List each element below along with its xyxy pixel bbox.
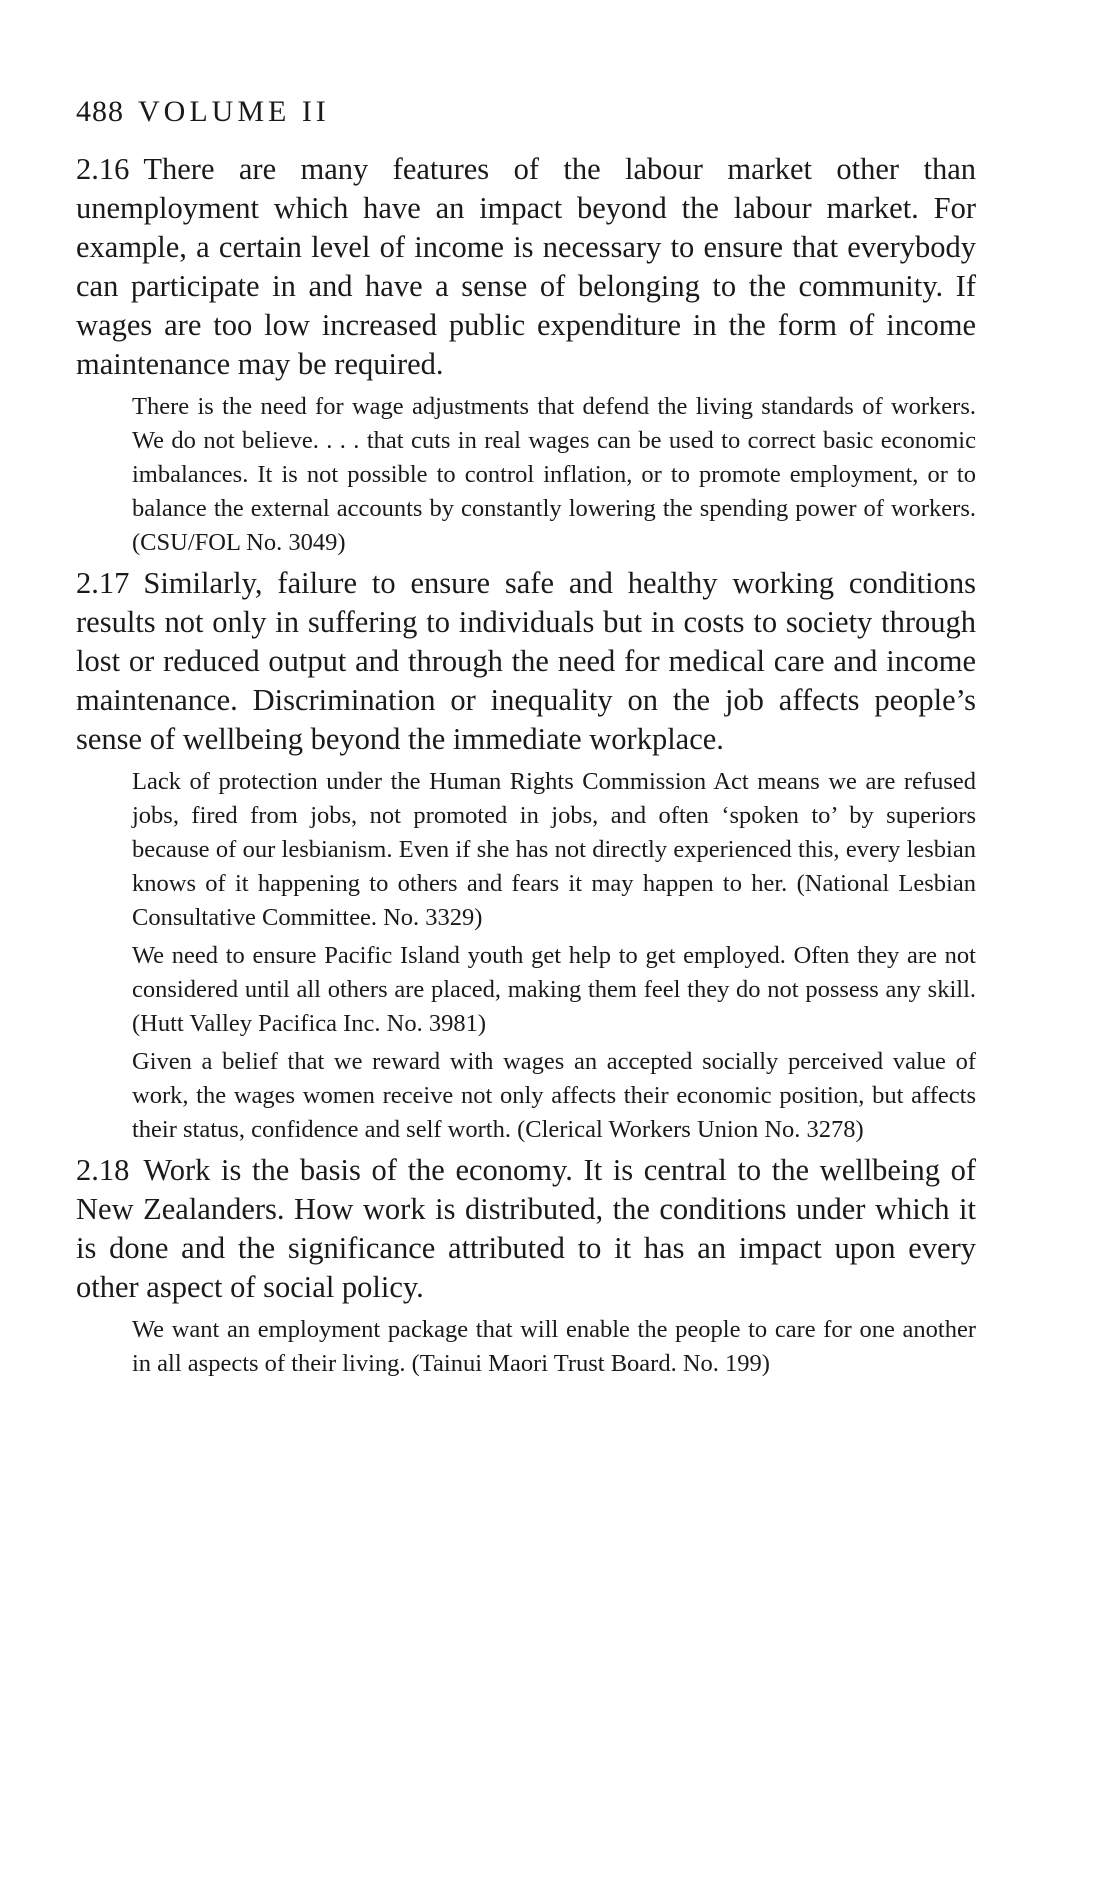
running-head <box>76 92 976 132</box>
paragraph-text: Work is the basis of the economy. It is central to the wellbeing of New Zealanders. How work is distributed, the conditions under which it is done and the significance attributed to it has an impact upon every other aspect of social policy. <box>76 1153 976 1304</box>
quote-tainui-maori: We want an employment package that will enable the people to care for one another in all aspects of their living. (Tainui Maori Trust Board. No. 199) <box>132 1316 976 1377</box>
paragraph-text: Similarly, failure to ensure safe and healthy working conditions results not only in suffering to individuals but in costs to society through lost or reduced output and through the need for medical care and income maintenance. Discrimination or inequality on the job affects people’s sense of wellbeing beyond the immediate workplace. <box>76 566 976 756</box>
paragraph-number: 2.17 <box>76 566 130 600</box>
paragraph-number: 2.16 <box>76 152 130 186</box>
quote-lesbian-committee: Lack of protection under the Human Rights Commission Act means we are refused jobs, fired from jobs, not promoted in jobs, and often ‘spoken to’ by superiors because of our lesbianism. Even if she has not directly experienced this, every lesbian knows of it happening to others and fears it may happen to her. (National Lesbian Consultative Committee. No. 3329) <box>132 768 976 931</box>
page <box>76 92 976 1385</box>
paragraph-2-17 <box>76 564 976 759</box>
paragraph-number: 2.18 <box>76 1153 130 1187</box>
page-number: 488 <box>76 95 124 128</box>
quote-clerical-workers: Given a belief that we reward with wages an accepted socially perceived value of work, the wages women receive not only affects their economic position, but affects their status, confidence and self worth. (Clerical Workers Union No. 3278) <box>132 1048 976 1143</box>
paragraph-2-18 <box>76 1151 976 1307</box>
paragraph-text: There are many features of the labour market other than unemployment which have an impact beyond the labour market. For example, a certain level of income is necessary to ensure that everybody can participate in and have a sense of belonging to the community. If wages are too low increased public expenditure in the form of income maintenance may be required. <box>76 152 976 381</box>
volume-title: VOLUME II <box>138 95 330 128</box>
quote-csu-fol: There is the need for wage adjustments that defend the living standards of workers. We do not believe. . . . that cuts in real wages can be used to correct basic economic imbalances. It is not possible to control inflation, or to promote employment, or to balance the external accounts by constantly lowering the spending power of workers. (CSU/FOL No. 3049) <box>132 393 976 556</box>
quote-hutt-valley-pacifica: We need to ensure Pacific Island youth get help to get employed. Often they are not considered until all others are placed, making them feel they do not possess any skill. (Hutt Valley Pacifica Inc. No. 3981) <box>132 942 976 1037</box>
paragraph-2-16 <box>76 150 976 384</box>
